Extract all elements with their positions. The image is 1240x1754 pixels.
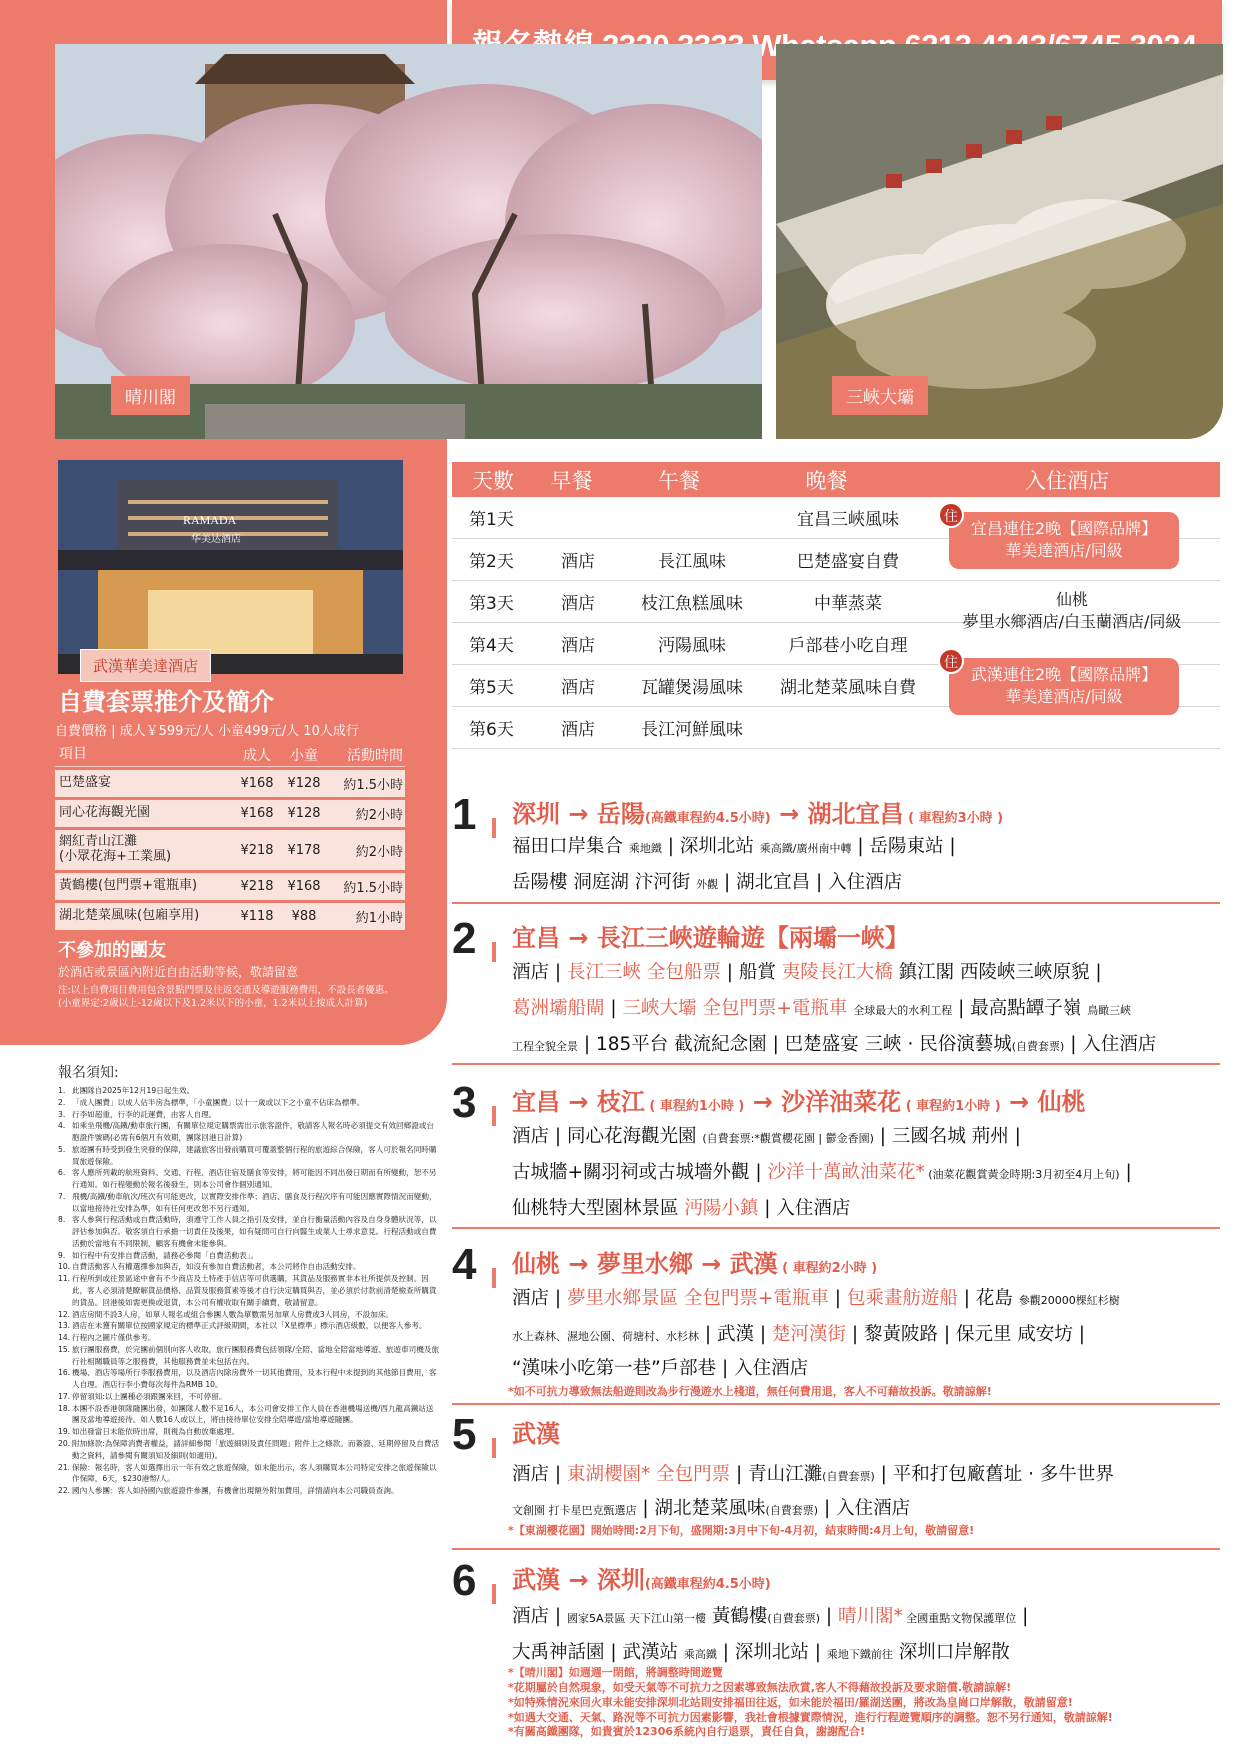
header-day: 天數 <box>472 468 514 493</box>
seg-red: 沔陽小鎮 <box>684 1198 759 1219</box>
itinerary-day-3 <box>452 1078 1232 1228</box>
day-line <box>512 1460 1114 1486</box>
seg: | <box>828 1288 847 1309</box>
day-accent-bar <box>492 942 496 962</box>
day-line <box>512 1158 1132 1184</box>
note-item <box>58 1320 440 1332</box>
schedule-breakfast: 酒店 <box>561 720 595 740</box>
note-item <box>58 1367 440 1391</box>
note-number: 2. <box>58 1097 66 1107</box>
note-text: 本團不設香港領隊隨團出發，如團隊人數不足16人，本公司會安排工作人員在香港機場送機/西九龍高鐵站送團及當地導遊接待。如人數16人或以上，將由接待單位安排全陪導遊/當地導遊隨團。 <box>72 1403 434 1425</box>
header-hotel: 入住酒店 <box>1025 468 1109 493</box>
seg-small: 國家5A景區 天下江山第一樓 <box>567 1612 707 1625</box>
package-adult-price: ¥118 <box>240 909 274 924</box>
seg: 大禹神話園 | 武漢站 <box>512 1642 684 1663</box>
seg-red: 夢里水鄉景區 全包門票+電瓶車 <box>567 1288 829 1309</box>
package-row <box>55 903 405 930</box>
note-text: 飛機/高鐵/動車航次/班次有可能更改，以實際安排作準；酒店、膳食及行程次序有可能因應實際情況而變動，以當地接待社安排為準，如有任何更改恕不另行通知。 <box>72 1191 437 1213</box>
seg-small: (自費套票) <box>765 1504 819 1517</box>
seg-small: (自費套票:*觀賞櫻花園 | 鬱金香園) <box>702 1132 874 1145</box>
day-accent-bar <box>492 818 496 838</box>
day-title-part: 深圳 → 岳陽 <box>512 800 645 828</box>
final-notes <box>508 1666 1113 1740</box>
day-title-note: (高鐵車程約4.5小時) <box>644 811 771 826</box>
note-text: 如出發當日未能依時出席，則視為自動放棄處理。 <box>72 1427 240 1437</box>
final-note: *如遇大交通、天氣、路況等不可抗力因素影響，我社會根據實際情況，進行行程遊覽順序的調整。恕不另行通知，敬請諒解! <box>508 1710 1113 1724</box>
day-number: 3 <box>452 1078 477 1127</box>
itinerary-day-2 <box>452 914 1232 1064</box>
package-row <box>55 800 405 827</box>
nojoin-note: 注:以上自費項目費用包含景點門票及往返交通及導遊服務費用，不設長者優惠。 (小童界定:2歲以上-12歲以下及1.2米以下的小童，1.2米以上按成人計算) <box>58 985 394 1010</box>
schedule-day: 第6天 <box>469 720 514 740</box>
day-line <box>512 1638 1010 1664</box>
day-line <box>512 958 1102 984</box>
note-text: 停留須知:以上團種必須跟團來回，不可停留。 <box>72 1391 227 1401</box>
notes-title: 報名須知: <box>58 1065 119 1081</box>
day-line <box>512 1494 910 1520</box>
note-text: 如乘坐飛機/高鐵/動車旅行團，有關單位規定購票需出示旅客證件，敬請客人報名時必須提交有效回鄉證或台胞證件號碼(必需有6個月有效期，團隊回港日計算) <box>72 1121 435 1143</box>
day-title <box>512 1560 771 1595</box>
package-duration: 約1.5小時 <box>343 778 403 793</box>
note-text: 自費活動客人有權選擇參加與否，如沒有參加自費活動者，本公司將作自由活動安排。 <box>72 1262 361 1272</box>
note-number: 8. <box>58 1215 66 1225</box>
day-title-note: (高鐵車程約4.5小時) <box>644 1577 771 1592</box>
day-accent-bar <box>492 1584 496 1604</box>
note-item <box>58 1250 440 1262</box>
schedule-dinner: 巴楚盛宴自費 <box>797 552 899 572</box>
seg: | 黎黃陂路 | 保元里 咸安坊 | <box>846 1324 1085 1345</box>
day-title-part: 仙桃 → 夢里水鄉 → 武漢 <box>512 1250 778 1278</box>
seg: | 湖北宜昌 | 入住酒店 <box>718 872 903 893</box>
day-number: 5 <box>452 1410 477 1459</box>
package-duration: 約2小時 <box>355 844 403 860</box>
package-duration: 約1.5小時 <box>343 881 403 896</box>
day-line <box>512 1602 1028 1628</box>
seg: | <box>1016 1606 1029 1627</box>
header-item: 項目 <box>59 746 87 763</box>
note-number: 20. <box>58 1438 71 1448</box>
cherry-caption: 晴川閣 <box>111 376 190 415</box>
header-adult: 成人 <box>243 747 271 764</box>
seg: | 武漢 | <box>699 1324 772 1345</box>
seg-small: (自費套票) <box>1011 1040 1065 1053</box>
hotel-caption: 武漢華美達酒店 <box>80 649 211 682</box>
divider <box>452 1403 1220 1405</box>
day-title: 宜昌 → 長江三峽遊輪遊【兩壩一峽】 <box>512 924 909 952</box>
seg: | 深圳北站 <box>661 836 760 857</box>
package-row <box>55 873 405 900</box>
note-item <box>58 1261 440 1273</box>
note-text: 如行程中有安排自費活動，請務必參閱「自費活動表」。 <box>72 1250 259 1260</box>
day-title-part: → 仙桃 <box>1000 1088 1086 1116</box>
package-table-header <box>55 743 405 767</box>
schedule-lunch: 枝江魚糕風味 <box>641 594 743 614</box>
note-text: 酒店房間不設3人房，如單人報名或組合參團人數為單數需另加單人房費或3人同房，不設加床。 <box>72 1309 394 1319</box>
note-number: 16. <box>58 1368 71 1378</box>
itinerary-day-1 <box>452 790 1232 910</box>
seg: | 深圳北站 | <box>716 1642 827 1663</box>
seg: 黃鶴樓 <box>706 1606 768 1627</box>
divider <box>452 1063 1220 1065</box>
note-item <box>58 1191 440 1215</box>
day-title-part: 武漢 → 深圳 <box>512 1566 645 1594</box>
package-duration: 約2小時 <box>355 808 403 823</box>
note-text: 旅行團服務費，於完團前個別向客人收取，旅行團服務費包括領隊/全陪、當地全陪當地導遊、旅遊車司機及旅行社相關職員等之服務費，其他服務費並未包括在內。 <box>72 1344 440 1366</box>
seg: 酒店 | <box>512 1606 567 1627</box>
day-title-note: ( 車程約3小時 ) <box>903 811 1004 826</box>
nojoin-title: 不參加的團友 <box>58 940 166 961</box>
note-text: 酒店在未獲有關單位按國家規定的標準正式評級期間，本社以「X星標準」標示酒店級數，以便客人參考。 <box>72 1321 427 1331</box>
package-item: 同心花海觀光園 <box>59 805 151 821</box>
day-line <box>512 1122 1021 1148</box>
day-title-part: → 湖北宜昌 <box>770 800 904 828</box>
cherry-blossom-photo <box>55 44 762 439</box>
schedule-lunch: 瓦罐煲湯風味 <box>641 678 743 698</box>
seg: 酒店 | <box>512 1464 567 1485</box>
seg: | 185平台 截流紀念園 | 巴楚盛宴 三峽 · 民俗演藝城 <box>578 1034 1012 1055</box>
day-title-note: ( 車程約1小時 ) <box>901 1099 1001 1114</box>
header-time: 活動時間 <box>347 747 403 764</box>
final-note: *有關高鐵團隊，如貴賓於12306系統內自行退票，責任自負，謝謝配合! <box>508 1725 866 1739</box>
seg-small: 全球最大的水利工程 <box>853 1004 953 1017</box>
note-text: 客人參與行程活動或自費活動時，須遵守工作人員之指引及安排，並自行衡量活動內容及自身身體狀況等，以評估參加與否。敬客須自行承擔一切責任及後果，如有疑問可自行向醫生或業人士尋求意見。行程活動或自費活動於當地有不同限制，顧客有機會未能參與。 <box>72 1215 437 1248</box>
note-item <box>58 1085 440 1097</box>
day-accent-bar <box>492 1106 496 1126</box>
seg-red: 楚河漢街 <box>772 1324 847 1345</box>
day-line <box>512 994 1131 1020</box>
seg-small: 全國重點文物保護單位 <box>902 1612 1017 1625</box>
day-line: “漢味小吃第一巷”戶部巷 | 入住酒店 <box>512 1358 809 1379</box>
package-adult-price: ¥168 <box>240 776 274 791</box>
schedule-day: 第1天 <box>469 510 514 530</box>
note-number: 22. <box>58 1486 71 1496</box>
seg: | 入住酒店 <box>758 1198 851 1219</box>
seg: 酒店 | 同心花海觀光園 <box>512 1126 703 1147</box>
note-number: 11. <box>58 1274 71 1284</box>
itinerary-day-5 <box>452 1410 1232 1537</box>
schedule-dinner: 戶部巷小吃自理 <box>788 636 908 656</box>
itinerary-day-4 <box>452 1240 1232 1410</box>
day-title <box>512 794 1003 829</box>
day-line <box>512 1320 1085 1346</box>
package-item: 湖北楚菜風味(包廂享用) <box>59 908 200 924</box>
seg: | <box>1119 1162 1132 1183</box>
note-number: 1. <box>58 1086 66 1095</box>
note-item <box>58 1167 440 1191</box>
seg: 酒店 | <box>512 1288 567 1309</box>
seg: 鎮江閣 西陵峽三峽原貌 | <box>892 962 1102 983</box>
final-note: *【晴川閣】如週週一閉館，將調整時間遊覽 <box>508 1666 723 1679</box>
note-text: 行程內之圖片僅供參考。 <box>72 1333 156 1343</box>
day-line <box>512 1194 850 1220</box>
seg-red: 東湖櫻園* <box>567 1464 651 1485</box>
nojoin-text: 於酒店或景區內附近自由活動等候，敬請留意 <box>58 965 299 979</box>
note-text: 「成人團費」以成人佔半房為標準，「小童團費」以十一歲或以下之小童不佔床為標準。 <box>72 1097 365 1107</box>
seg-small: 鳥瞰三峽 <box>1087 1004 1132 1017</box>
day-title-note: ( 車程約1小時 ) <box>644 1099 745 1114</box>
day-line <box>512 868 902 894</box>
note-item <box>58 1097 440 1109</box>
seg: | 青山江灘 <box>730 1464 823 1485</box>
seg-small: 參觀20000棵紅杉樹 <box>1018 1294 1120 1307</box>
seg: | 湖北楚菜風味 <box>636 1498 766 1519</box>
package-item: 網紅青山江灘 (小眾花海+工業風) <box>59 834 172 864</box>
seg: 古城牆+關羽祠或古城墻外觀 | <box>512 1162 768 1183</box>
divider <box>452 1227 1220 1229</box>
seg-small: 乘地下鐵前往 <box>826 1648 893 1661</box>
schedule-breakfast: 酒店 <box>561 594 595 614</box>
package-duration: 約1小時 <box>355 911 403 926</box>
seg: 岳陽樓 洞庭湖 汴河街 <box>512 872 697 893</box>
day-number: 1 <box>452 790 477 839</box>
seg: | 花島 <box>957 1288 1019 1309</box>
note-item <box>58 1109 440 1121</box>
day-number: 4 <box>452 1240 477 1289</box>
note-item <box>58 1144 440 1168</box>
schedule-breakfast: 酒店 <box>561 636 595 656</box>
package-item: 黃鶴樓(包門票+電瓶車) <box>59 878 198 894</box>
header-breakfast: 早餐 <box>550 468 593 493</box>
hotel-sign: RAMADA <box>183 513 237 527</box>
day-title-part: 宜昌 → 枝江 <box>512 1088 645 1116</box>
seg-small: 水上森林、濕地公園、荷塘村、水杉林 <box>512 1330 699 1343</box>
header-lunch: 午餐 <box>658 468 700 493</box>
schedule-dinner: 湖北楚菜風味自費 <box>780 678 916 698</box>
schedule-day: 第5天 <box>469 678 514 698</box>
package-price: 自費價格 | 成人￥599元/人 小童499元/人 10人成行 <box>55 724 359 739</box>
stay-badge-icon: 住 <box>938 648 964 674</box>
stay-badge-icon: 住 <box>938 502 964 528</box>
day-accent-bar <box>492 1268 496 1288</box>
seg: 福田口岸集合 <box>512 836 629 857</box>
note-item <box>58 1438 440 1462</box>
seg-small: 乘高鐵 <box>683 1648 717 1661</box>
package-child-price: ¥88 <box>291 909 317 924</box>
day-line <box>512 1030 1156 1056</box>
seg-red: 三峽大壩 全包門票+電瓶車 <box>622 998 848 1019</box>
note-item <box>58 1426 440 1438</box>
schedule-breakfast: 酒店 <box>561 678 595 698</box>
schedule-lunch: 長江河鮮風味 <box>641 720 743 740</box>
seg-small: (自費套票) <box>767 1612 821 1625</box>
notes-list <box>58 1085 440 1497</box>
schedule-lunch: 長江風味 <box>658 552 726 572</box>
package-child-price: ¥168 <box>287 879 321 894</box>
seg-small: 工程全貌全景 <box>512 1040 578 1053</box>
hotel-stay-xiantao: 仙桃 夢里水鄉酒店/白玉蘭酒店/同級 <box>962 590 1182 631</box>
note-item <box>58 1462 440 1486</box>
seg-red: 晴川閣* <box>838 1606 903 1627</box>
note-text: 行李如超重，行李的託運費，由客人自理。 <box>72 1109 217 1119</box>
seg: 深圳口岸解散 <box>892 1642 1010 1663</box>
note-item <box>58 1485 440 1497</box>
final-note: *如特殊情況來回火車未能安排深圳北站則安排福田往返，如未能於福田/羅湖送團，將改為皇崗口岸解散，敬請留意! <box>508 1695 1073 1709</box>
hotel-illustration <box>58 460 403 674</box>
hotel-photo <box>58 460 403 674</box>
seg-small: 乘高鐵/廣州南中轉 <box>759 842 852 855</box>
note-number: 15. <box>58 1344 71 1354</box>
seg: | 入住酒店 <box>1064 1034 1157 1055</box>
day-title <box>512 1082 1086 1117</box>
note-item <box>58 1403 440 1427</box>
note-item <box>58 1273 440 1308</box>
note-number: 7. <box>58 1191 66 1201</box>
note-item <box>58 1332 440 1344</box>
seg-small: (自費套票) <box>822 1470 875 1483</box>
note-item <box>58 1309 440 1321</box>
day-title-part: → 沙洋油菜花 <box>744 1088 902 1116</box>
note-number: 17. <box>58 1391 71 1401</box>
package-row <box>55 830 405 870</box>
final-note: *花期屬於自然現象，如受天氣等不可抗力之因素導致無法欣賞,客人不得藉故投訴及要求賠償.敬請諒解! <box>508 1680 1012 1694</box>
package-item: 巴楚盛宴 <box>59 775 112 791</box>
day-title <box>512 1244 877 1279</box>
seg: | 平和打包廠舊址 · 多牛世界 <box>874 1464 1114 1485</box>
package-adult-price: ¥168 <box>240 806 274 821</box>
seg: | 三國名城 荊州 | <box>873 1126 1021 1147</box>
note-number: 9. <box>58 1250 66 1260</box>
day-line <box>512 1284 1120 1310</box>
note-item <box>58 1344 440 1368</box>
note-number: 4. <box>58 1121 66 1131</box>
seg: 酒店 | <box>512 962 567 983</box>
note-number: 6. <box>58 1168 66 1178</box>
day-line <box>512 832 956 858</box>
schedule-day: 第2天 <box>469 552 514 572</box>
seg: | 岳陽東站 | <box>851 836 956 857</box>
schedule-header <box>452 462 1220 497</box>
seg: | <box>604 998 623 1019</box>
schedule-day: 第3天 <box>469 594 514 614</box>
schedule-dinner: 中華蒸菜 <box>814 594 882 614</box>
seg: | 入住酒店 <box>818 1498 911 1519</box>
schedule-lunch: 沔陽風味 <box>658 636 726 656</box>
note-number: 10. <box>58 1262 71 1272</box>
note-number: 3. <box>58 1109 66 1119</box>
package-adult-price: ¥218 <box>240 842 274 858</box>
seg: 仙桃特大型園林景區 <box>512 1198 685 1219</box>
note-number: 14. <box>58 1333 71 1343</box>
note-number: 18. <box>58 1403 71 1413</box>
schedule-day: 第4天 <box>469 636 514 656</box>
hotel-sign-cn: 华美达酒店 <box>191 534 241 545</box>
three-gorges-dam-photo <box>776 44 1223 439</box>
seg: | 船賞 <box>720 962 782 983</box>
note-text: 附加條款:為保障消費者權益，請詳細參閱「旅遊細則及責任問題」附件上之條款。而簽證、延期停留及自費活動之資料，請參閱有關須知及細則(如適用)。 <box>72 1438 440 1460</box>
day-number: 6 <box>452 1556 477 1605</box>
package-title: 自費套票推介及簡介 <box>58 688 274 716</box>
note-number: 5. <box>58 1144 66 1154</box>
note-text: 旅遊團有時受到發生突發的保障，建議旅客出發前購買可覆蓋整個行程的旅遊綜合保險，客人可於報名同時購買旅遊保險。 <box>72 1144 437 1166</box>
schedule-breakfast: 酒店 <box>561 552 595 572</box>
day-note: *【東湖櫻花園】開始時間:2月下旬，盛開期:3月中下旬-4月初，結束時間:4月上旬，敬請留意! <box>508 1524 975 1537</box>
seg-small: 乘地鐵 <box>628 842 662 855</box>
seg: | 最高點罈子嶺 <box>952 998 1088 1019</box>
seg-small: 文創園 打卡星巴克甄選店 <box>512 1504 637 1517</box>
schedule-dinner: 宜昌三峽風味 <box>797 510 899 530</box>
note-text: 機場、酒店等場所行李服務費用，以及酒店內除房費外一切其他費用，及本行程中未提到的其他節目費用，客人自理。酒店行李小費每次每件為RMB 10。 <box>72 1368 437 1390</box>
note-item <box>58 1214 440 1249</box>
package-child-price: ¥178 <box>287 842 321 858</box>
divider <box>452 902 1220 904</box>
note-item <box>58 1120 440 1144</box>
day-title-note: ( 車程約2小時 ) <box>777 1261 878 1276</box>
divider <box>452 1548 1220 1550</box>
package-adult-price: ¥218 <box>240 879 274 894</box>
note-number: 13. <box>58 1321 71 1331</box>
package-row <box>55 770 405 797</box>
day-accent-bar <box>492 1438 496 1458</box>
seg-red: 全包門票 <box>650 1464 731 1485</box>
hotel-stay-yichang: 宜昌連住2晚【國際品牌】 華美達酒店/同級 <box>949 512 1179 569</box>
seg-red: 葛洲壩船閘 <box>512 998 605 1019</box>
seg-red: 包乘畫舫遊船 <box>846 1288 958 1309</box>
note-number: 12. <box>58 1309 71 1319</box>
package-child-price: ¥128 <box>287 806 321 821</box>
note-text: 保險：報名時，客人如選擇出示一年有效之旅遊保險，如未能出示，客人須購買本公司特定安排之旅遊保險以作保障，6天，$230港幣/人。 <box>72 1462 437 1484</box>
day-title: 武漢 <box>512 1420 560 1448</box>
note-item <box>58 1391 440 1403</box>
seg-red: 長江三峽 全包船票 <box>567 962 721 983</box>
note-text: 客人應所列載的航班資料、交通、行程、酒店住宿及膳食等安排，將可能因不同出發日期而有所變動，恕不另行通知。如行程變動於報名後發生，則本公司會作個別通知。 <box>72 1168 437 1190</box>
note-text: 行程所到或往景區途中會有不少商店及土特產手信店等可供選購，其貨品及服務實非本社所提供及控制。因此，客人必須清楚瞭解貨品價格、品質及服務質素等後才自行決定購買與否，並必須於付款前清楚檢查所購貨的貨品。回港後如需更換或退貨，本公司有權收取有關手續費，敬請留意。 <box>72 1274 437 1307</box>
seg-red: 夷陵長江大橋 <box>781 962 893 983</box>
note-number: 21. <box>58 1462 71 1472</box>
seg-red: 沙洋十萬畝油菜花* <box>767 1162 925 1183</box>
package-child-price: ¥128 <box>287 776 321 791</box>
header-child: 小童 <box>290 747 318 764</box>
seg-small: (油菜花觀賞黃金時期:3月初至4月上旬) <box>924 1168 1120 1181</box>
day-number: 2 <box>452 914 477 963</box>
package-table <box>55 743 405 930</box>
note-number: 19. <box>58 1427 71 1437</box>
note-text: 國內人參團：客人如持國內旅遊證件參團，有機會出現額外附加費用，詳情請向本公司職員查詢。 <box>72 1486 399 1496</box>
day-note: *如不可抗力導致無法船遊則改為步行漫遊水上棧道，無任何費用退，客人不可藉故投訴。敬請諒解! <box>508 1385 992 1398</box>
dam-caption: 三峽大壩 <box>832 376 928 415</box>
seg-small: 外觀 <box>696 878 719 891</box>
meal-schedule-table <box>452 462 1220 749</box>
header-dinner: 晚餐 <box>805 468 848 493</box>
seg: | <box>820 1606 839 1627</box>
note-text: 此團隊自2025年12月19日起生效。 <box>72 1086 195 1095</box>
hotel-stay-wuhan: 武漢連住2晚【國際品牌】 華美達酒店/同級 <box>949 658 1179 715</box>
